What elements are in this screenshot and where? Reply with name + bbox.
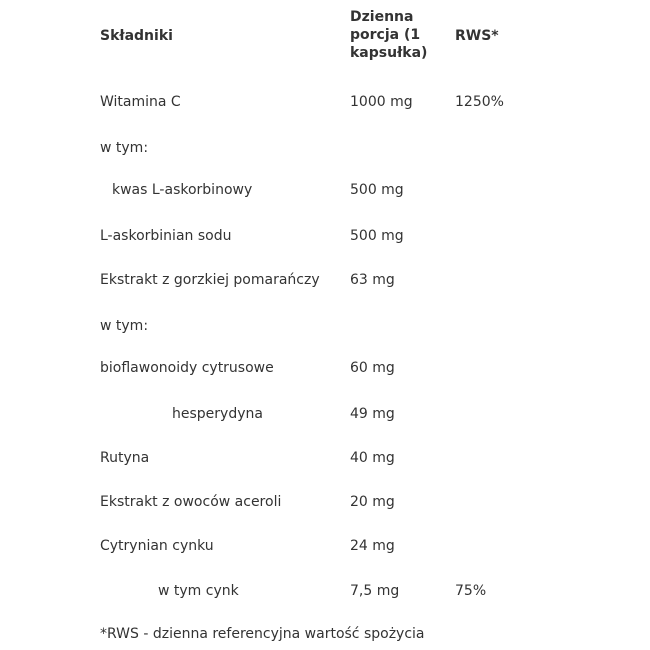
header-rws: RWS* xyxy=(455,28,499,44)
row-rws: 1250% xyxy=(455,94,504,110)
footnote: *RWS - dzienna referencyjna wartość spożycia xyxy=(100,626,425,642)
row-dose: 40 mg xyxy=(350,450,395,466)
row-name: hesperydyna xyxy=(172,406,263,422)
row-dose: 500 mg xyxy=(350,228,404,244)
row-name: w tym cynk xyxy=(158,583,239,599)
row-dose: 500 mg xyxy=(350,182,404,198)
row-name: Ekstrakt z owoców aceroli xyxy=(100,494,282,510)
row-dose: 24 mg xyxy=(350,538,395,554)
row-name: bioflawonoidy cytrusowe xyxy=(100,360,274,376)
row-dose: 49 mg xyxy=(350,406,395,422)
row-dose: 60 mg xyxy=(350,360,395,376)
row-name: w tym: xyxy=(100,318,149,334)
row-name: Cytrynian cynku xyxy=(100,538,214,554)
row-dose: 20 mg xyxy=(350,494,395,510)
row-rws: 75% xyxy=(455,583,487,599)
row-name: Witamina C xyxy=(100,94,181,110)
row-name: w tym: xyxy=(100,140,149,156)
row-dose: 7,5 mg xyxy=(350,583,400,599)
header-ingredients: Składniki xyxy=(100,28,173,44)
row-dose: 1000 mg xyxy=(350,94,413,110)
row-name: kwas L-askorbinowy xyxy=(112,182,253,198)
row-name: Ekstrakt z gorzkiej pomarańczy xyxy=(100,272,320,288)
row-name: Rutyna xyxy=(100,450,150,466)
row-dose: 63 mg xyxy=(350,272,395,288)
header-daily-dose: Dzienna porcja (1 kapsułka) xyxy=(350,9,428,61)
row-name: L-askorbinian sodu xyxy=(100,228,232,244)
